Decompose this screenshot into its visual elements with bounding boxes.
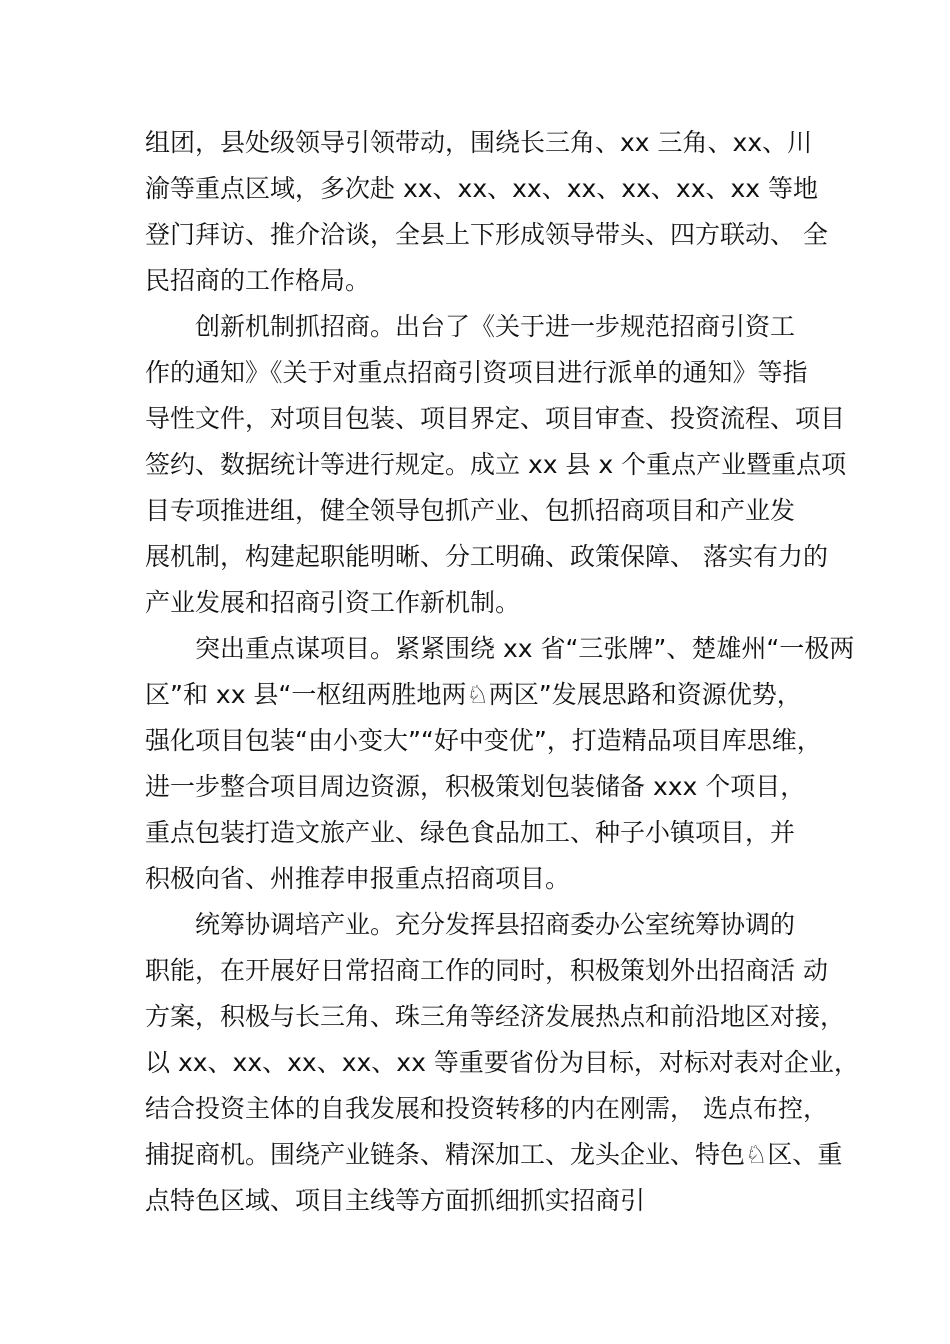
text-line: 导性文件，对项目包装、项目界定、项目审查、投资流程、项目	[145, 404, 846, 433]
text-line: 签约、数据统计等进行规定。成立 xx 县 x 个重点产业暨重点项	[145, 450, 847, 479]
text-line: 作的通知》《关于对重点招商引资项目进行派单的通知》等指	[145, 358, 808, 387]
text-line: 职能，在开展好日常招商工作的同时，积极策划外出招商活 动	[145, 956, 828, 985]
text-line: 重点包装打造文旅产业、绿色食品加工、种子小镇项目，并	[145, 818, 796, 847]
text-line: 捕捉商机。围绕产业链条、精深加工、龙头企业、特色♘区、重	[145, 1140, 843, 1169]
document-body	[145, 120, 859, 1224]
text-line: 以 xx、xx、xx、xx、xx 等重要省份为目标，对标对表对企业，	[145, 1048, 859, 1077]
text-line: 组团，县处级领导引领带动，围绕长三角、xx 三角、xx、川	[145, 128, 813, 157]
text-line: 渝等重点区域，多次赴 xx、xx、xx、xx、xx、xx、xx 等地	[145, 174, 819, 203]
text-line: 登门拜访、推介洽谈，全县上下形成领导带头、四方联动、 全	[145, 220, 828, 249]
text-line: 强化项目包装“由小变大”“好中变优”，打造精品项目库思维，	[145, 726, 822, 755]
text-line: 进一步整合项目周边资源，积极策划包装储备 xxx 个项目，	[145, 772, 806, 801]
text-line: 展机制，构建起职能明晰、分工明确、政策保障、 落实有力的	[145, 542, 828, 571]
paragraph-first-line: 创新机制抓招商。出台了《关于进一步规范招商引资工	[195, 312, 796, 341]
paragraph-first-line: 突出重点谋项目。紧紧围绕 xx 省“三张牌”、楚雄州“一极两	[195, 634, 855, 663]
text-line: 方案，积极与长三角、珠三角等经济发展热点和前沿地区对接，	[145, 1002, 846, 1031]
text-line: 区”和 xx 县“一枢纽两胜地两♘两区”发展思路和资源优势，	[145, 680, 802, 709]
text-line: 民招商的工作格局。	[145, 266, 371, 295]
text-line: 点特色区域、项目主线等方面抓细抓实招商引	[145, 1186, 646, 1215]
text-line: 结合投资主体的自我发展和投资转移的内在刚需， 选点布控，	[145, 1094, 828, 1123]
text-line: 积极向省、州推荐申报重点招商项目。	[145, 864, 571, 893]
text-line: 目专项推进组，健全领导包抓产业、包抓招商项目和产业发	[145, 496, 796, 525]
text-line: 产业发展和招商引资工作新机制。	[145, 588, 521, 617]
paragraph-first-line: 统筹协调培产业。充分发挥县招商委办公室统筹协调的	[195, 910, 796, 939]
